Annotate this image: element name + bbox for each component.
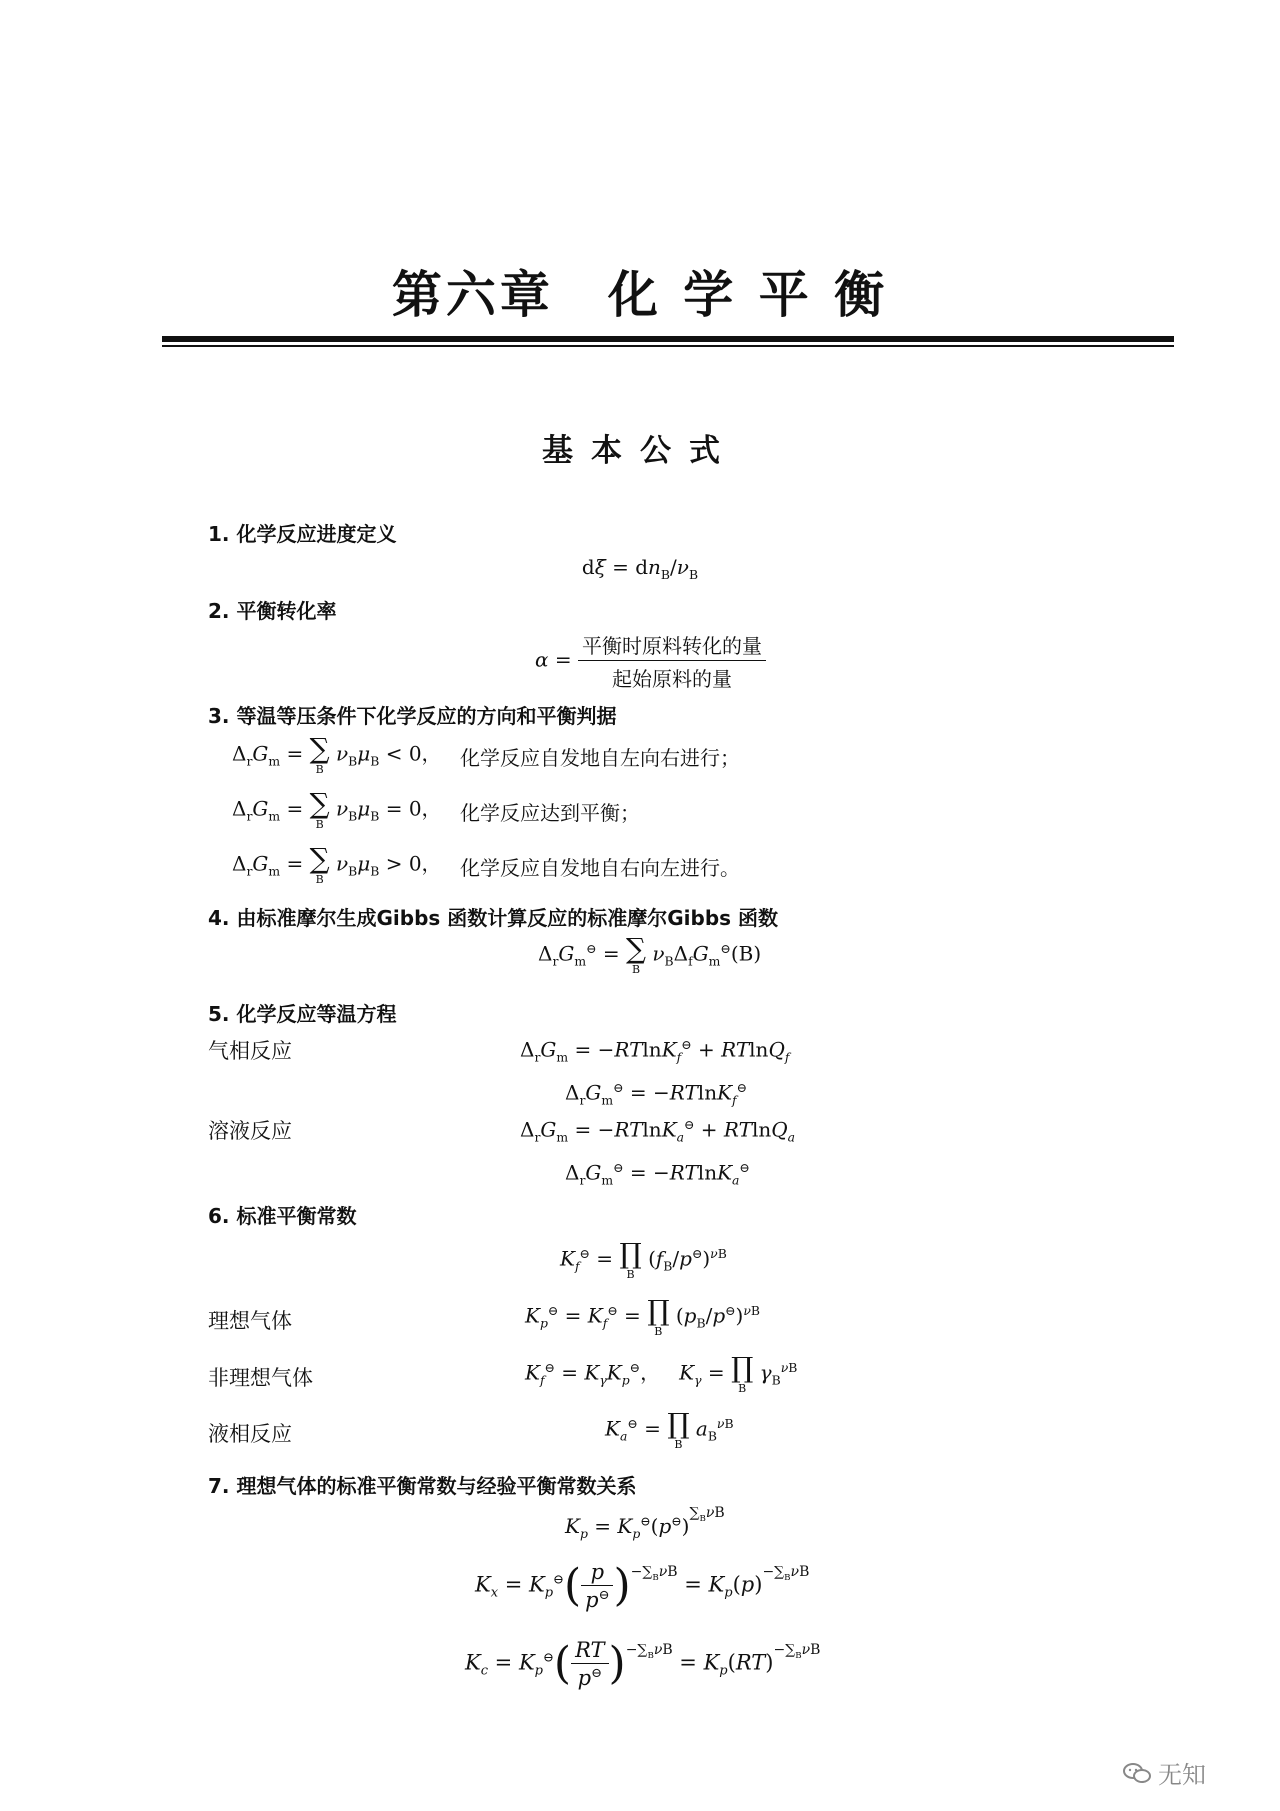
criterion-3: $\Delta_rG_m$ = ∑ B $\nu_B\mu_B > 0$， — [232, 842, 442, 886]
heading-3: 3. 等温等压条件下化学反应的方向和平衡判据 — [208, 704, 617, 728]
formula-isotherm-solution: $\Delta_rG_m = -RTlnK_a^⊖ + RTlnQ_a$ — [520, 1117, 796, 1145]
title-rule-thin — [162, 345, 1174, 347]
heading-2: 2. 平衡转化率 — [208, 599, 337, 623]
formula-conversion: α = $\frac{\text{平衡时原料转化的量}}{\text{起始原料的量}}$ — [535, 630, 766, 692]
heading-1: 1. 化学反应进度定义 — [208, 522, 397, 546]
formula-standard-solution: $\Delta_rG_m^⊖ = -RTlnK_a^⊖$ — [565, 1160, 750, 1188]
formula-kx: $K_x = K_p^⊖$( $\frac{p}{p^⊖}$ )$^{-\sum_B\nu B} = K_p(p)^{-\sum_B\nu B}$ — [475, 1560, 810, 1612]
formula-isotherm-gas: $\Delta_rG_m = -RTlnK_f^⊖ + RTlnQ_f$ — [520, 1037, 790, 1065]
formula-kf: $K_f^⊖$ = ∏ B $(f_B/p^⊖)^{\nu B}$ — [560, 1237, 727, 1281]
title-rule-thick — [162, 336, 1174, 342]
section-title: 基本公式 — [542, 433, 738, 469]
label-liquid-phase: 液相反应 — [208, 1422, 292, 1446]
formula-kp: $K_p^⊖ = K_f^⊖$ = ∏ B $(p_B/p^⊖)^{\nu B}$ — [525, 1294, 760, 1338]
watermark-text: 无知 — [1158, 1761, 1206, 1789]
wechat-icon — [1122, 1761, 1152, 1785]
heading-7: 7. 理想气体的标准平衡常数与经验平衡常数关系 — [208, 1474, 637, 1498]
criterion-3-text: 化学反应自发地自右向左进行。 — [460, 856, 740, 880]
heading-6: 6. 标准平衡常数 — [208, 1204, 357, 1228]
fraction-denominator: 起始原料的量 — [612, 667, 732, 691]
formula-ka: $K_a^⊖$ = ∏ B $a_B^{\nu B}$ — [605, 1407, 734, 1451]
heading-4: 4. 由标准摩尔生成Gibbs 函数计算反应的标准摩尔Gibbs 函数 — [208, 906, 779, 930]
formula-kp-empirical: $K_p = K_p^⊖(p^⊖)^{\sum_B\nu B}$ — [565, 1505, 725, 1541]
formula-kc: $K_c = K_p^⊖$( $\frac{RT}{p^⊖}$ )$^{-\sum_B\nu B} = K_p(RT)^{-\sum_B\nu B}$ — [465, 1638, 821, 1690]
watermark — [1122, 1755, 1206, 1790]
label-gas-phase: 气相反应 — [208, 1039, 292, 1063]
criterion-1-text: 化学反应自发地自左向右进行； — [460, 746, 740, 770]
label-solution: 溶液反应 — [208, 1119, 292, 1143]
formula-standard-gas: $\Delta_rG_m^⊖ = -RTlnK_f^⊖$ — [565, 1080, 748, 1108]
heading-5: 5. 化学反应等温方程 — [208, 1002, 397, 1026]
criterion-2-text: 化学反应达到平衡； — [460, 801, 640, 825]
label-nonideal-gas: 非理想气体 — [208, 1366, 313, 1390]
label-ideal-gas: 理想气体 — [208, 1309, 292, 1333]
criterion-1: $\Delta_rG_m$ = ∑ B $\nu_B\mu_B < 0$， — [232, 732, 442, 776]
formula-gibbs-formation: $\Delta_rG_m^⊖$ = ∑ B $\nu_B\Delta_fG_m^⊖(B)$ — [538, 932, 762, 976]
criterion-2: $\Delta_rG_m$ = ∑ B $\nu_B\mu_B = 0$， — [232, 787, 442, 831]
conversion-fraction — [578, 630, 766, 692]
formula-reaction-extent: $d\xi = dn_B/\nu_B$ — [581, 555, 699, 582]
formula-nonideal: $K_f^⊖ = K_\gamma K_p^⊖$， $K_\gamma$ = ∏ B $\gamma_B^{\nu B}$ — [525, 1351, 798, 1395]
chapter-title: 第六章 化 学 平 衡 — [391, 266, 889, 324]
fraction-numerator: 平衡时原料转化的量 — [578, 630, 766, 661]
